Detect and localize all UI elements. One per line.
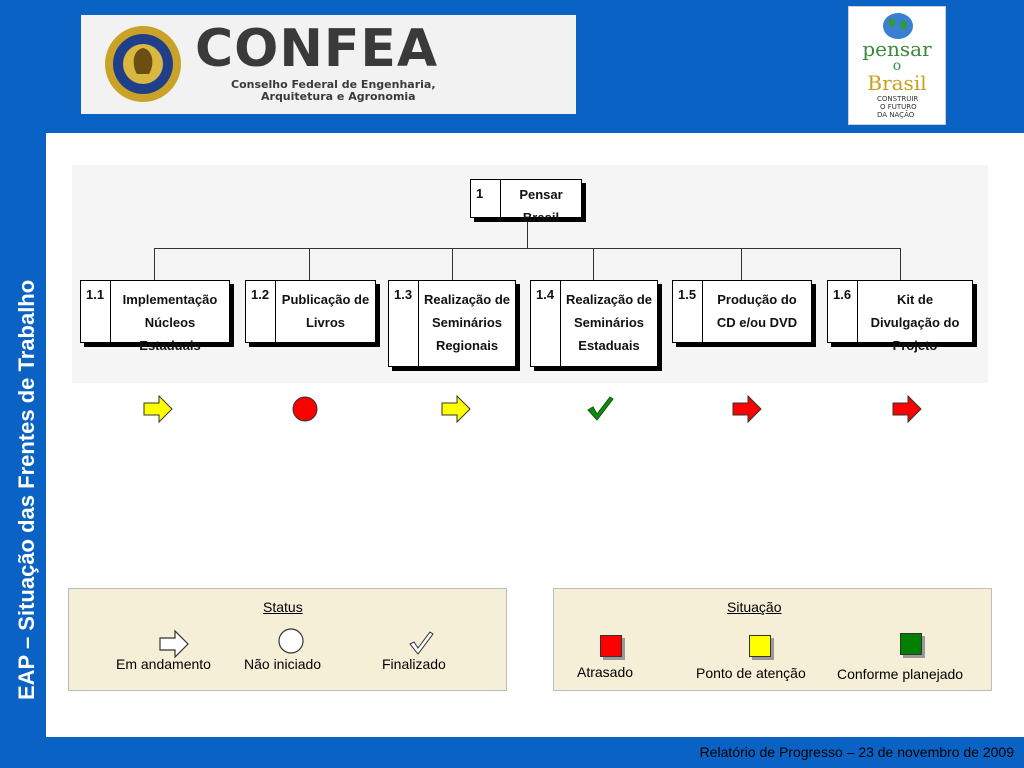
- situacao-legend-label-ponto-de-atencao: Ponto de atenção: [696, 665, 806, 681]
- brasil-word: Brasil: [867, 71, 927, 95]
- connector-horizontal: [154, 248, 900, 249]
- green-square-icon: [900, 633, 922, 655]
- wbs-node-1-1: [80, 280, 230, 353]
- wbs-node-1-6: [827, 280, 973, 353]
- wbs-diagram: [72, 165, 988, 383]
- connector-1-2: [309, 248, 310, 280]
- arrow-yellow-icon: [441, 395, 471, 423]
- connector-1-6: [900, 248, 901, 280]
- wbs-node-label: Realização de Seminários Regionais: [424, 292, 510, 353]
- arrow-outline-icon: [159, 629, 189, 659]
- o-word: o: [892, 58, 902, 74]
- pensar-word: pensar: [862, 37, 932, 61]
- wbs-node-1-2: [245, 280, 376, 343]
- situacao-legend-title: Situação: [727, 599, 782, 615]
- confea-subtitle-line2: Arquitetura e Agronomia: [261, 90, 416, 103]
- checkmark-green-icon: [585, 393, 615, 423]
- wbs-node-number: 1.2: [246, 281, 276, 342]
- wbs-node-label: Realização de Seminários Estaduais: [566, 292, 652, 353]
- connector-1-4: [593, 248, 594, 280]
- tagline-line2: O FUTURO: [880, 103, 917, 111]
- side-title-text: EAP – Situação das Frentes de Trabalho: [14, 279, 39, 700]
- wbs-node-root: [470, 179, 582, 225]
- wbs-node-1-3: [388, 280, 516, 367]
- circle-red-icon: [290, 395, 320, 423]
- wbs-node-number: 1.3: [389, 281, 419, 366]
- confea-subtitle-line1: Conselho Federal de Engenharia,: [231, 78, 436, 91]
- situacao-legend: [553, 588, 992, 691]
- connector-1-5: [741, 248, 742, 280]
- wbs-node-number: 1.6: [828, 281, 858, 342]
- status-legend-label-em-andamento: Em andamento: [116, 656, 211, 672]
- wbs-node-number: 1: [471, 180, 501, 217]
- confea-seal-icon: [103, 24, 183, 104]
- wbs-node-label: Implementação Núcleos Estaduais: [122, 292, 218, 353]
- wbs-node-label: Kit de Divulgação do Projeto: [870, 292, 960, 353]
- arrow-red-icon: [732, 395, 762, 423]
- status-legend: [68, 588, 507, 691]
- confea-logo: [81, 15, 576, 114]
- pensar-tagline: [877, 95, 918, 119]
- wbs-node-label: Publicação de Livros: [281, 292, 370, 330]
- wbs-node-number: 1.5: [673, 281, 703, 342]
- connector-1-3: [452, 248, 453, 280]
- arrow-yellow-icon: [143, 395, 173, 423]
- confea-wordmark: CONFEA: [195, 19, 439, 79]
- status-legend-title: Status: [263, 599, 303, 615]
- circle-outline-icon: [277, 627, 305, 655]
- wbs-node-1-5: [672, 280, 812, 343]
- pensar-brasil-logo: [848, 6, 946, 125]
- checkmark-outline-icon: [407, 629, 435, 657]
- arrow-red-icon: [892, 395, 922, 423]
- tagline-line3: DA NAÇÃO: [877, 111, 915, 119]
- wbs-node-1-4: [530, 280, 658, 367]
- wbs-node-label: Pensar Brasil: [519, 187, 563, 225]
- wbs-node-label: Produção do CD e/ou DVD: [716, 292, 798, 330]
- yellow-square-icon: [749, 635, 771, 657]
- connector-1-1: [154, 248, 155, 280]
- status-legend-label-finalizado: Finalizado: [382, 656, 446, 672]
- side-title: [2, 170, 44, 700]
- red-square-icon: [600, 635, 622, 657]
- situacao-legend-label-conforme-planejado: Conforme planejado: [837, 666, 964, 682]
- wbs-node-number: 1.1: [81, 281, 111, 342]
- status-legend-label-nao-iniciado: Não iniciado: [244, 656, 322, 672]
- footer-text: Relatório de Progresso – 23 de novembro de 2009: [699, 744, 1014, 760]
- confea-subtitle: [231, 79, 436, 103]
- wbs-node-number: 1.4: [531, 281, 561, 366]
- situacao-legend-label-atrasado: Atrasado: [577, 664, 634, 680]
- tagline-line1: CONSTRUIR: [877, 95, 919, 103]
